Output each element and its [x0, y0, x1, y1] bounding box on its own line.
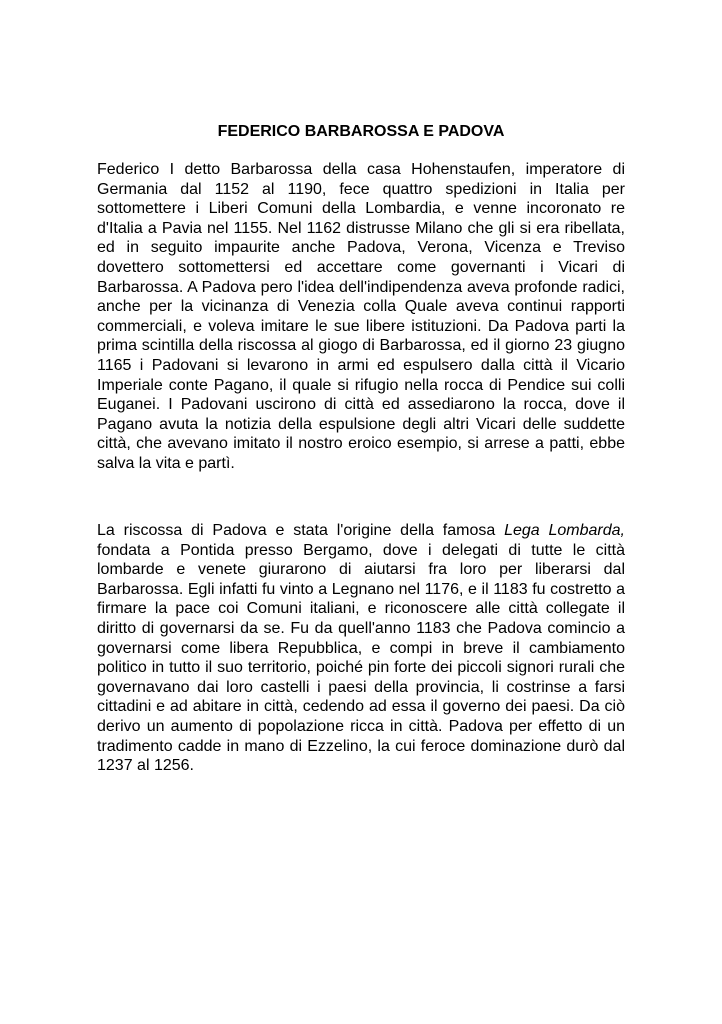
- paragraph-2: [97, 521, 625, 776]
- paragraph-2-italic-term: Lega Lombarda,: [504, 522, 626, 539]
- paragraph-2-text-end: fondata a Pontida presso Bergamo, dove i delegati di tutte le città lombarde e venete giurarono di aiutarsi fra loro per liberarsi dal Barbarossa. Egli infatti fu vinto a Legnano nel 1176, e il 1183 fu costretto a firmare la pace coi Comuni italiani, e riconoscere alle città collegate il diritto di governarsi da se. Fu da quell'anno 1183 che Padova comincio a governarsi come libera Repubblica, e compi in breve il cambiamento politico in tutto il suo territorio, poiché pin forte dei piccoli signori rurali che governavano dai loro castelli i paesi della provincia, li costrinse a farsi cittadini e ad abitare in città, cedendo ad essa il governo dei paesi. Da ciò derivo un aumento di popolazione ricca in città. Padova per effetto di un tradimento cadde in mano di Ezzelino, la cui feroce dominazione durò dal 1237 al 1256.: [97, 541, 625, 775]
- page-title: FEDERICO BARBAROSSA E PADOVA: [217, 123, 505, 140]
- paragraph-1: Federico I detto Barbarossa della casa Hohenstaufen, imperatore di Germania dal 1152 al 1190, fece quattro spedizioni in Italia per sottomettere i Liberi Comuni della Lombardia, e venne incoronato re d'Italia a Pavia nel 1155. Nel 1162 distrusse Milano che gli si era ribellata, ed in seguito impaurite anche Padova, Verona, Vicenza e Treviso dovettero sottomettersi ed accettare come governanti i Vicari di Barbarossa. A Padova pero l'idea dell'indipendenza aveva profonde radici, anche per la vicinanza di Venezia colla Quale aveva continui rapporti commerciali, e voleva imitare le sue libere istituzioni. Da Padova parti la prima scintilla della riscossa al giogo di Barbarossa, ed il giorno 23 giugno 1165 i Padovani si levarono in armi ed espulsero dalla città il Vicario Imperiale conte Pagano, il quale si rifugio nella rocca di Pendice sui colli Euganei. I Padovani uscirono di città ed assediarono la rocca, dove il Pagano avuta la notizia della espulsione degli altri Vicari delle suddette città, che avevano imitato il nostro eroico esempio, si arrese a patti, ebbe salva la vita e partì.: [97, 161, 625, 472]
- paragraph-2-text-start: La riscossa di Padova e stata l'origine della famosa: [97, 522, 505, 539]
